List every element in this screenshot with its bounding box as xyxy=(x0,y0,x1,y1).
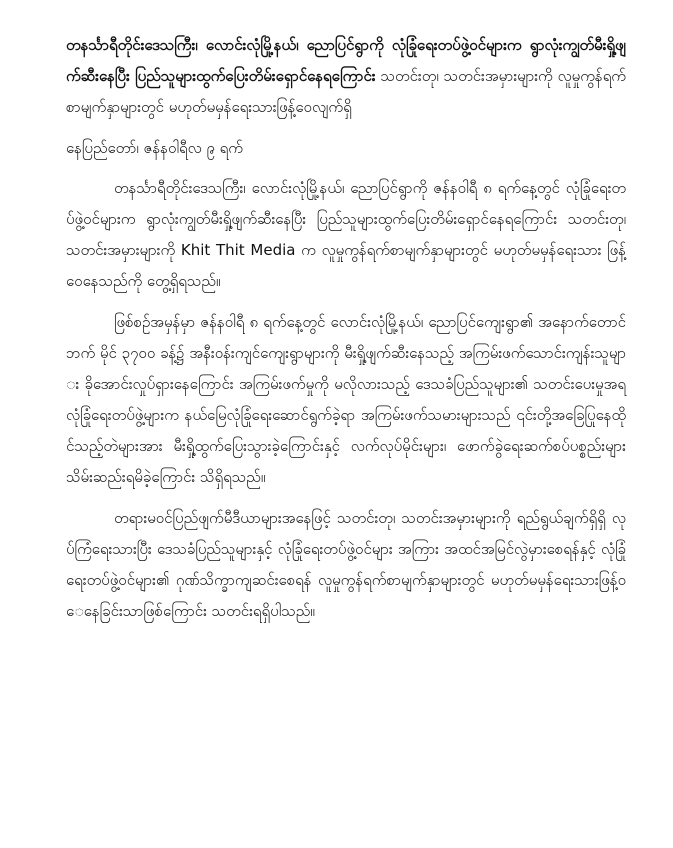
dateline: နေပြည်တော်၊ ဇန်နဝါရီလ ၉ ရက် xyxy=(66,139,243,157)
headline-bold-text: တနင်္သာရီတိုင်းဒေသကြီး၊ လောင်းလုံမြို့နယ်၊ ညောပြင်ရွာကို လုံခြုံရေးတပ်ဖွဲ့ဝင်များက ရွာလုံးကျွတ်မီးရှို့ဖျက်ဆီးနေပြီး ပြည်သူများထွက်ပြေးတိမ်းရှောင်နေရကြောင်း xyxy=(66,36,626,85)
paragraph-facts: ဖြစ်စဉ်အမှန်မှာ ဇန်နဝါရီ ၈ ရက်နေ့တွင် လောင်းလုံမြို့နယ်၊ ညောပြင်ကျေးရွာ၏ အနောက်တောင်ဘက် မိုင် ၃၇၀၀ ခန့်၌ အနီးဝန်းကျင်ကျေးရွာများကို မီးရှို့ဖျက်ဆီးနေသည့် အကြမ်းဖက်သောင်းကျန်းသူများ ခိုအောင်းလှုပ်ရှားနေကြောင်း အကြမ်းဖက်မှုကို မလိုလားသည့် ဒေသခံပြည်သူများ၏ သတင်းပေးမှုအရ လုံခြုံရေးတပ်ဖွဲ့များက နယ်မြေလုံခြုံရေးဆောင်ရွက်ခဲ့ရာ အကြမ်းဖက်သမားများသည် ၎င်းတို့အခြေပြုနေထိုင်သည့်တဲများအား မီးရှို့ထွက်ပြေးသွားခဲ့ကြောင်းနှင့် လက်လုပ်မိုင်းများ၊ ဖောက်ခွဲရေးဆက်စပ်ပစ္စည်းများ သိမ်းဆည်းရမိခဲ့ကြောင်း သိရှိရသည်။ xyxy=(66,313,626,486)
paragraph-intro: တနင်္သာရီတိုင်းဒေသကြီး၊ လောင်းလုံမြို့နယ်၊ ညောပြင်ရွာကို ဇန်နဝါရီ ၈ ရက်နေ့တွင် လုံခြုံရေးတပ်ဖွဲ့ဝင်များက ရွာလုံးကျွတ်မီးရှို့ဖျက်ဆီးနေပြီး ပြည်သူများထွက်ပြေးတိမ်းရှောင်နေရကြောင်း သတင်းတု၊ သတင်းအမှားများကို Khit Thit Media က လူမှုကွန်ရက်စာမျက်နှာများတွင် မဟုတ်မမှန်ရေးသား ဖြန့်ဝေနေသည်ကို တွေ့ရှိရသည်။ xyxy=(66,179,626,290)
document-page xyxy=(66,30,626,627)
paragraph-conclusion: တရားမဝင်ပြည်ဖျက်မီဒီယာများအနေဖြင့် သတင်းတု၊ သတင်းအမှားများကို ရည်ရွယ်ချက်ရှိရှိ လုပ်ကြံရေးသားပြီး ဒေသခံပြည်သူများနှင့် လုံခြုံရေးတပ်ဖွဲ့ဝင်များ အကြား အထင်အမြင်လွဲမှားစေရန်နှင့် လုံခြုံရေးတပ်ဖွဲ့ဝင်များ၏ ဂုဏ်သိက္ခာကျဆင်းစေရန် လူမှုကွန်ရက်စာမျက်နှာများတွင် မဟုတ်မမှန်ရေးသားဖြန့်ဝေနေခြင်းသာဖြစ်ကြောင်း သတင်းရရှိပါသည်။ xyxy=(66,509,626,620)
headline-regular-text: သတင်းတု၊ သတင်းအမှားများကို လူမှုကွန်ရက်စာမျက်နှာများတွင် မဟုတ်မမှန်ရေးသားဖြန့်ဝေလျက်ရှိ xyxy=(66,67,626,116)
headline xyxy=(66,30,626,123)
